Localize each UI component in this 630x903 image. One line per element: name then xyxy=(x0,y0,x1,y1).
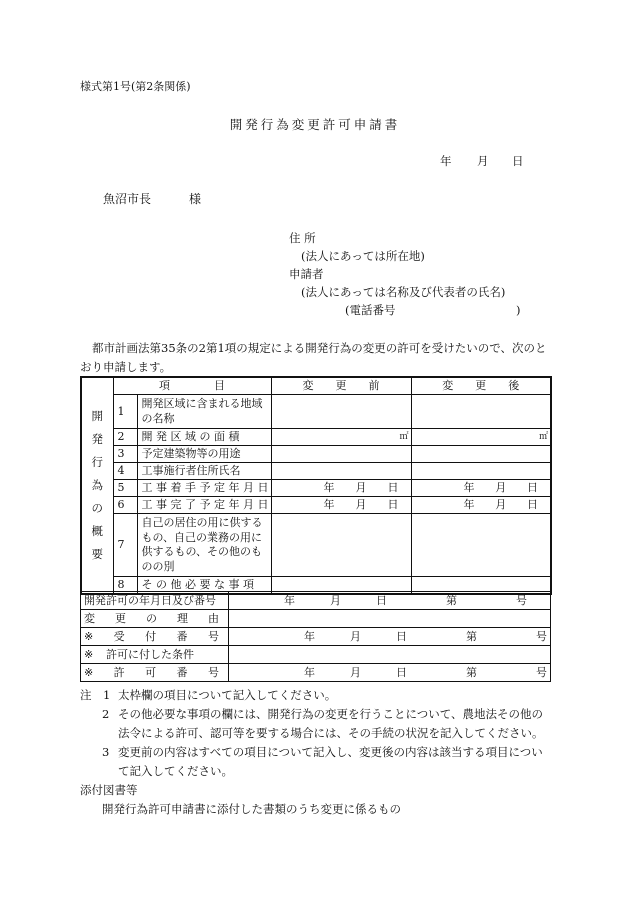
day-label: 日 xyxy=(396,629,407,643)
note-2 xyxy=(80,705,555,724)
dai-label: 第 xyxy=(446,593,457,607)
row-label: 開発区域に含まれる地域の名称 xyxy=(137,395,271,429)
after-cell[interactable] xyxy=(411,446,551,463)
form-title: 開発行為変更許可申請書 xyxy=(229,117,401,132)
go-label: 号 xyxy=(536,665,547,679)
reason-char: 更 xyxy=(115,611,126,625)
addressee-name: 魚沼市長 xyxy=(103,192,152,206)
side-char: 行 xyxy=(91,455,103,469)
table-row xyxy=(81,463,551,480)
side-char: 要 xyxy=(91,547,103,561)
before-cell[interactable] xyxy=(271,514,411,577)
header-after: 変 更 後 xyxy=(411,377,551,395)
dai-label: 第 xyxy=(466,665,477,679)
row-number: 7 xyxy=(113,514,137,577)
table-row xyxy=(81,429,551,446)
note-2-line-2: 法令による許可、認可等を要する場合には、その手続の状況を記入してください。 xyxy=(118,726,544,740)
year-label: 年 xyxy=(323,481,335,494)
day-label: 日 xyxy=(396,665,407,679)
asterisk-mark: ※ xyxy=(84,665,94,679)
table-row xyxy=(81,480,551,497)
receipt-label xyxy=(81,628,229,646)
side-char: 開 xyxy=(91,409,103,423)
permit-char: 号 xyxy=(207,665,219,679)
note-3-line-1: 変更前の内容はすべての項目について記入し、変更後の内容は該当する項目につい xyxy=(118,745,543,759)
notes-section xyxy=(80,686,555,819)
note-2-line-1: その他必要な事項の欄には、開発行為の変更を行うことについて、農地法その他の xyxy=(118,707,544,721)
dai-label: 第 xyxy=(466,629,477,643)
day-label: 日 xyxy=(387,498,399,511)
year-label: 年 xyxy=(304,629,315,643)
conditions-label xyxy=(81,646,229,664)
permit-number-row xyxy=(81,664,551,682)
note-3-line-2: て記入してください。 xyxy=(118,764,233,778)
address-note: (法人にあっては所在地) xyxy=(301,249,425,263)
row-label: 予定建築物等の用途 xyxy=(137,446,271,463)
row-label: そ の 他 必 要 な 事 項 xyxy=(137,577,271,595)
conditions-value[interactable] xyxy=(229,646,551,664)
note-3 xyxy=(80,743,555,762)
before-cell[interactable] xyxy=(271,463,411,480)
row-number: 3 xyxy=(113,446,137,463)
address-label: 住 所 xyxy=(289,231,316,245)
area-unit: ㎡ xyxy=(399,432,409,442)
reason-char: 由 xyxy=(208,611,219,625)
note-1-text: 太枠欄の項目について記入してください。 xyxy=(118,688,337,702)
table-header-row xyxy=(81,377,551,395)
date-month: 月 xyxy=(477,154,489,168)
row-number: 6 xyxy=(113,497,137,514)
after-cell[interactable] xyxy=(411,514,551,577)
before-cell[interactable] xyxy=(271,429,411,446)
day-label: 日 xyxy=(376,593,387,607)
after-cell[interactable] xyxy=(411,395,551,429)
month-label: 月 xyxy=(330,593,341,607)
receipt-char: 号 xyxy=(207,629,219,643)
row-number: 5 xyxy=(113,480,137,497)
row-number: 1 xyxy=(113,395,137,429)
note-2-num: 2 xyxy=(102,707,110,721)
permit-char: 番 xyxy=(176,665,188,679)
intro-line-1: 都市計画法第35条の2第1項の規定による開発行為の変更の許可を受けたいので、次のと xyxy=(92,341,547,355)
asterisk-mark: ※ xyxy=(84,647,94,661)
side-char: の xyxy=(91,501,103,515)
before-cell[interactable] xyxy=(271,395,411,429)
conditions-row xyxy=(81,646,551,664)
row-number: 2 xyxy=(113,429,137,446)
reason-char: 変 xyxy=(84,611,95,625)
header-before: 変 更 前 xyxy=(271,377,411,395)
row-label: 工事施行者住所氏名 xyxy=(137,463,271,480)
reason-char: の xyxy=(146,611,157,625)
permit-date-value[interactable] xyxy=(229,592,551,610)
after-cell[interactable] xyxy=(411,480,551,497)
before-cell[interactable] xyxy=(271,497,411,514)
receipt-char: 付 xyxy=(145,629,157,643)
office-use-table xyxy=(80,591,551,682)
permit-char: 可 xyxy=(145,665,157,679)
reason-row xyxy=(81,610,551,628)
after-cell[interactable] xyxy=(411,463,551,480)
row-label: 開 発 区 域 の 面 積 xyxy=(137,429,271,446)
receipt-value[interactable] xyxy=(229,628,551,646)
reason-char: 理 xyxy=(177,611,188,625)
go-label: 号 xyxy=(516,593,527,607)
area-unit: ㎡ xyxy=(538,432,548,442)
permit-date-row xyxy=(81,592,551,610)
month-label: 月 xyxy=(355,481,367,494)
table-row xyxy=(81,395,551,429)
after-cell[interactable] xyxy=(411,429,551,446)
permit-number-value[interactable] xyxy=(229,664,551,682)
table-row xyxy=(81,514,551,577)
year-label: 年 xyxy=(284,593,295,607)
date-year: 年 xyxy=(440,154,452,168)
reason-label xyxy=(81,610,229,628)
intro-paragraph xyxy=(80,339,555,376)
receipt-row xyxy=(81,628,551,646)
reason-value[interactable] xyxy=(229,610,551,628)
year-label: 年 xyxy=(304,665,315,679)
row-number: 4 xyxy=(113,463,137,480)
phone-label: (電話番号 xyxy=(345,303,396,317)
receipt-char: 受 xyxy=(113,629,125,643)
phone-close: ) xyxy=(516,303,521,317)
table-row xyxy=(81,497,551,514)
permit-number-label xyxy=(81,664,229,682)
addressee xyxy=(103,193,201,205)
day-label: 日 xyxy=(527,498,538,511)
row-label: 工 事 完 了 予 定 年 月 日 xyxy=(137,497,271,514)
development-summary-table xyxy=(80,376,552,595)
permit-char: 許 xyxy=(113,665,125,679)
attachments-title: 添付図書等 xyxy=(80,783,138,797)
before-cell[interactable] xyxy=(271,480,411,497)
day-label: 日 xyxy=(527,481,538,494)
conditions-text: 許可に付した条件 xyxy=(106,647,194,661)
year-label: 年 xyxy=(463,481,475,494)
table-row xyxy=(81,446,551,463)
side-char: 発 xyxy=(91,432,103,446)
name-note: (法人にあっては名称及び代表者の氏名) xyxy=(301,285,506,299)
year-label: 年 xyxy=(323,498,335,511)
month-label: 月 xyxy=(350,629,361,643)
asterisk-mark: ※ xyxy=(84,629,94,643)
receipt-char: 番 xyxy=(176,629,188,643)
permit-date-label: 開発許可の年月日及び番号 xyxy=(81,592,229,610)
note-head: 注 1 xyxy=(80,688,111,702)
date-day: 日 xyxy=(512,154,524,168)
before-cell[interactable] xyxy=(271,446,411,463)
day-label: 日 xyxy=(387,481,399,494)
side-char: 概 xyxy=(91,524,103,538)
side-label xyxy=(81,377,113,594)
go-label: 号 xyxy=(536,629,547,643)
month-label: 月 xyxy=(495,498,507,511)
side-char: 為 xyxy=(91,478,103,492)
intro-line-2: おり申請します。 xyxy=(80,359,172,374)
after-cell[interactable] xyxy=(411,497,551,514)
row-number: 8 xyxy=(113,577,137,595)
month-label: 月 xyxy=(495,481,507,494)
month-label: 月 xyxy=(355,498,367,511)
row-label: 自己の居住の用に供するもの、自己の業務の用に供するもの、その他のものの別 xyxy=(137,514,271,577)
year-label: 年 xyxy=(463,498,475,511)
attachments-body: 開発行為許可申請書に添付した書類のうち変更に係るもの xyxy=(102,802,401,816)
header-item: 項 目 xyxy=(113,377,271,395)
note-1 xyxy=(80,686,555,705)
note-3-num: 3 xyxy=(102,745,110,759)
row-label: 工 事 着 手 予 定 年 月 日 xyxy=(137,480,271,497)
form-code: 様式第1号(第2条関係) xyxy=(80,80,191,93)
month-label: 月 xyxy=(350,665,361,679)
applicant-label: 申請者 xyxy=(289,267,324,281)
addressee-honorific: 様 xyxy=(189,192,202,206)
